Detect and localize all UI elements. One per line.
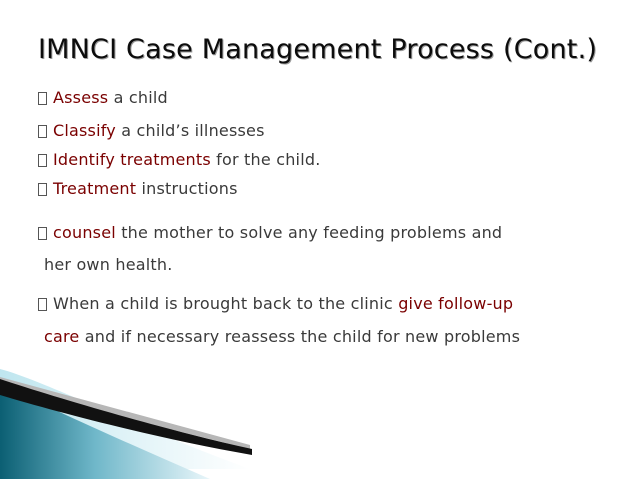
- bullet-marker-icon: [38, 183, 47, 196]
- bullet-marker-icon: [38, 298, 47, 311]
- bullet-counsel-continued: [44, 255, 172, 274]
- bullet-text: for the child.: [210, 150, 321, 169]
- bullet-text: and if necessary reassess the child for new problems: [79, 327, 521, 346]
- bullet-keyword: care: [44, 327, 80, 346]
- bullet-follow-up-continued: [44, 327, 520, 346]
- bullet-counsel: [38, 223, 502, 242]
- bullet-text: a child’s illnesses: [115, 121, 265, 140]
- bullet-text: her own health.: [44, 255, 173, 274]
- bullet-classify: [38, 121, 265, 140]
- bullet-treatment: [38, 179, 238, 198]
- bullet-keyword: Assess: [53, 88, 109, 107]
- bullet-keyword: counsel: [53, 223, 116, 242]
- bullet-marker-icon: [38, 154, 47, 167]
- bullet-marker-icon: [38, 227, 47, 240]
- slide-title: IMNCI Case Management Process (Cont.): [38, 34, 598, 65]
- bullet-keyword: Identify treatments: [53, 150, 211, 169]
- bullet-text: instructions: [136, 179, 238, 198]
- bullet-marker-icon: [38, 125, 47, 138]
- bullet-identify-treatments: [38, 150, 320, 169]
- bullet-keyword: give follow-up: [398, 294, 514, 313]
- bullet-text: a child: [108, 88, 168, 107]
- bullet-follow-up: [38, 294, 513, 313]
- bullet-text: When a child is brought back to the clinic: [53, 294, 399, 313]
- bullet-keyword: Treatment: [53, 179, 137, 198]
- bullet-text: the mother to solve any feeding problems and: [115, 223, 503, 242]
- corner-swoosh-decoration: [0, 369, 638, 479]
- bullet-marker-icon: [38, 92, 47, 105]
- bullet-keyword: Classify: [53, 121, 116, 140]
- bullet-assess: [38, 88, 168, 107]
